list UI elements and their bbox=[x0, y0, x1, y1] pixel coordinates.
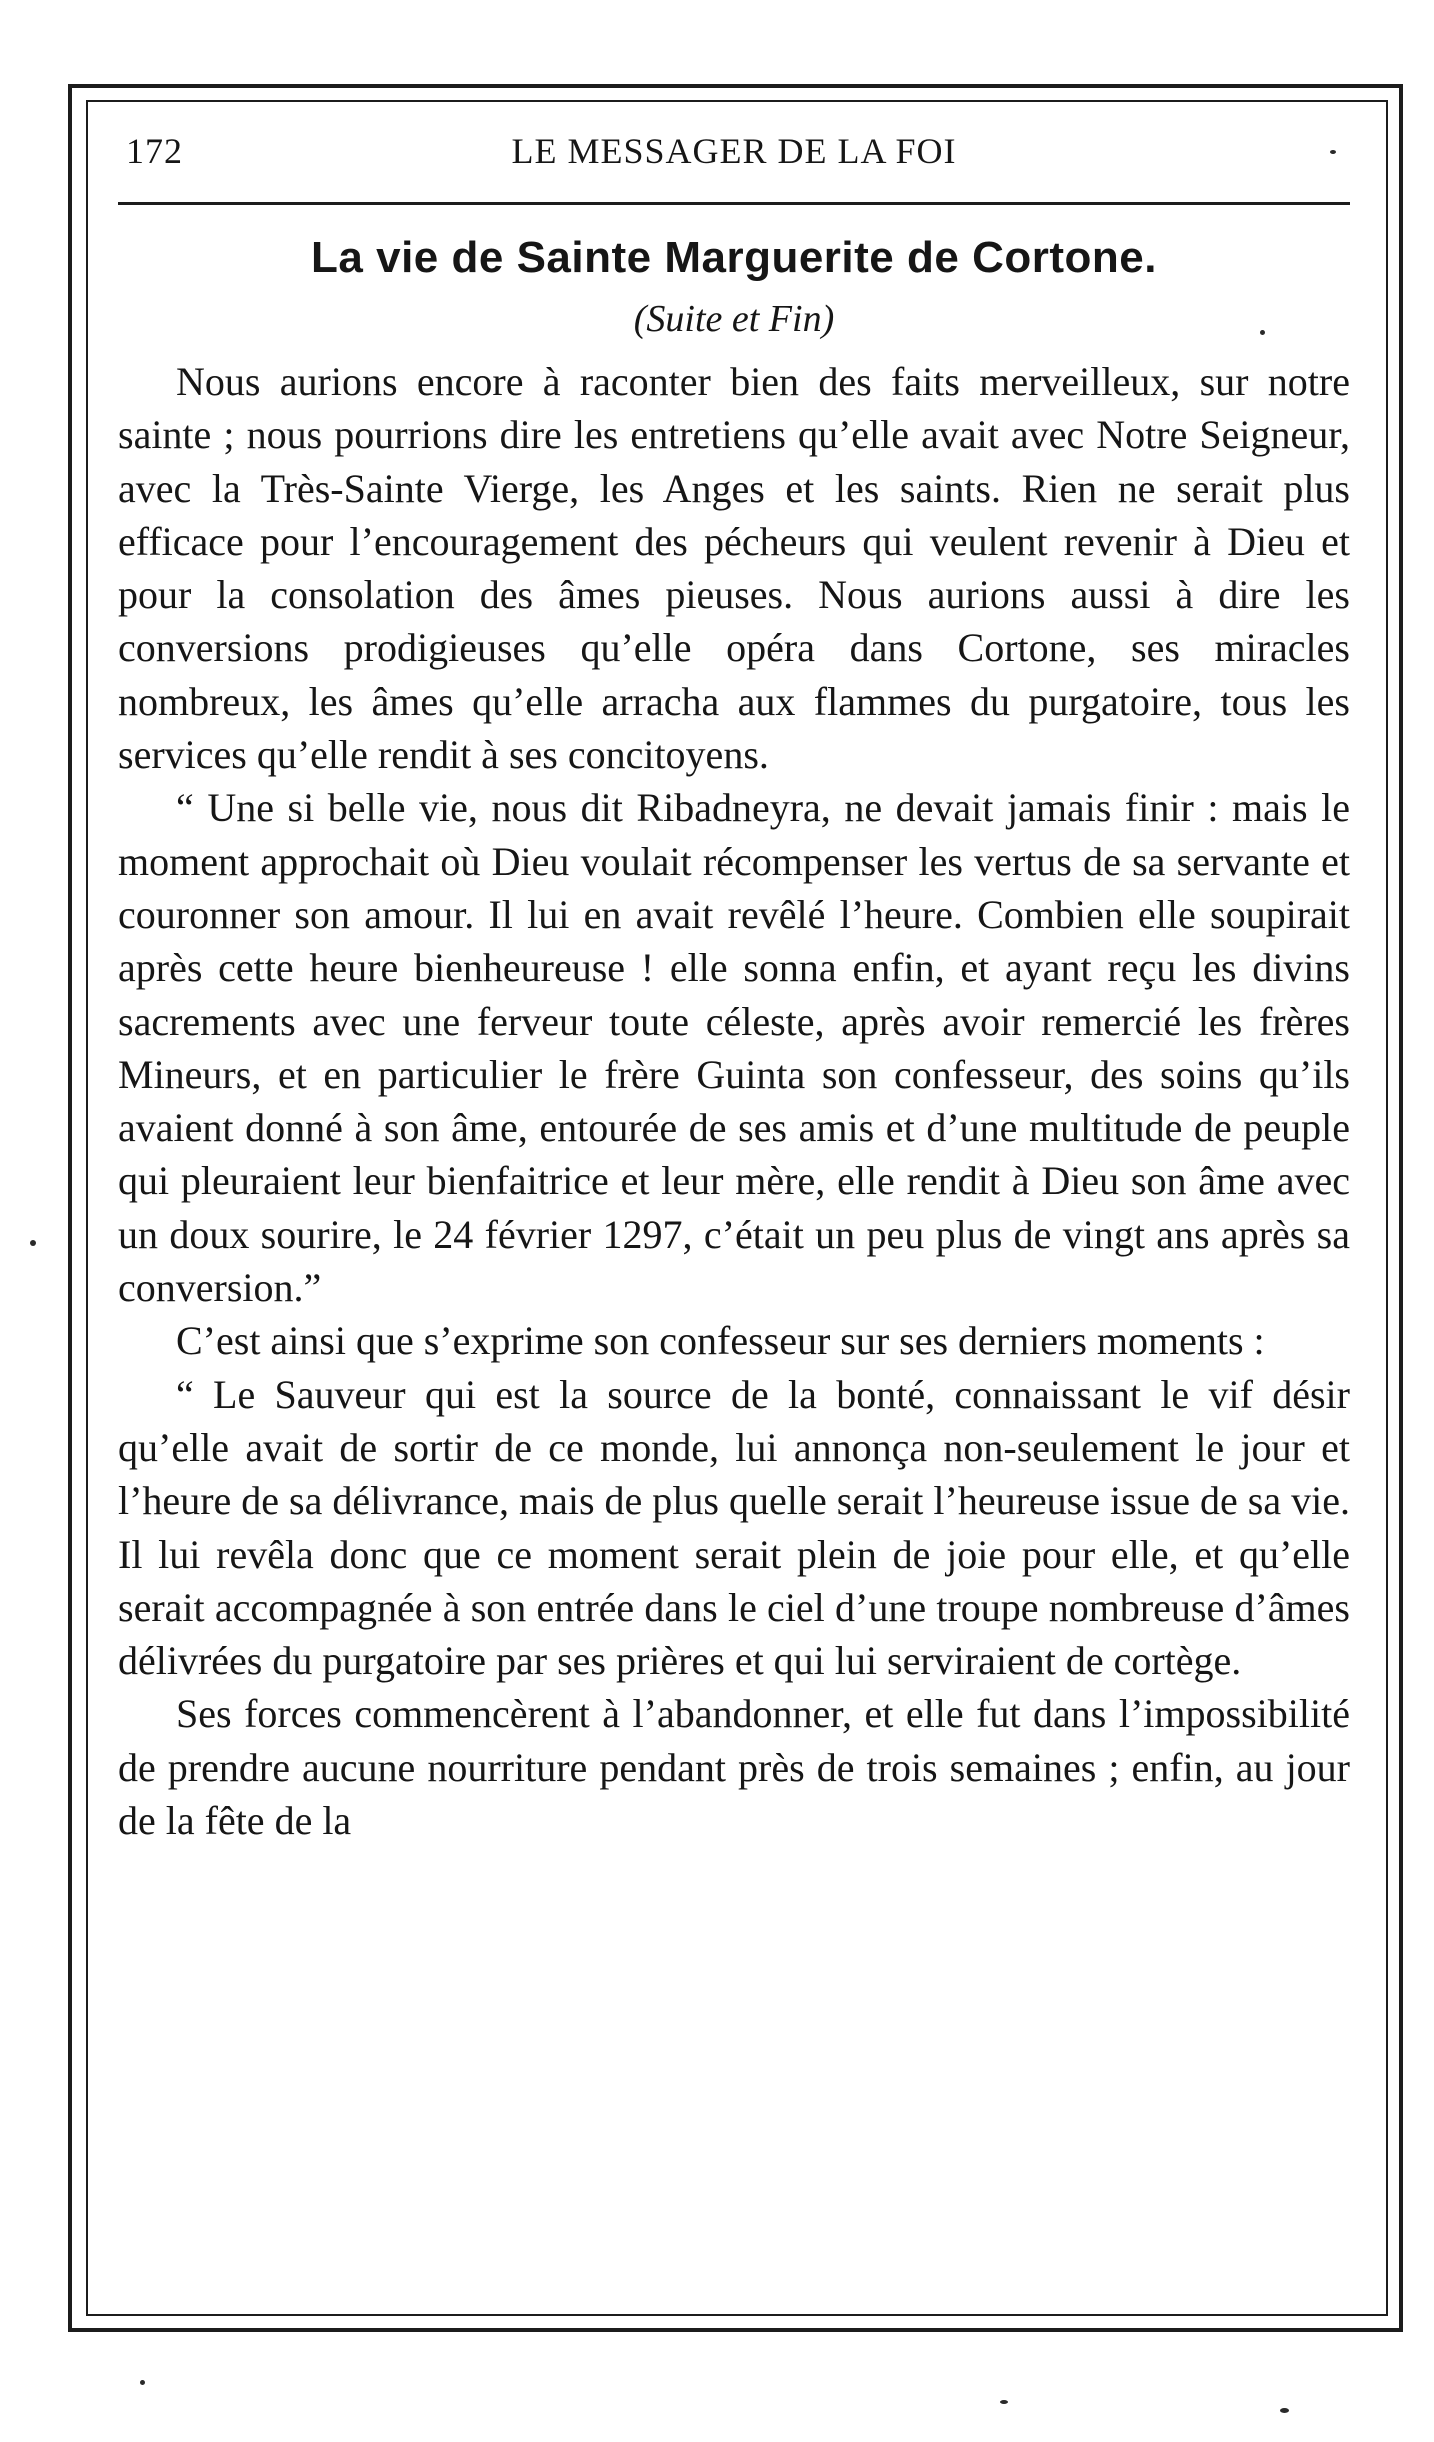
article-body bbox=[118, 355, 1350, 1847]
running-head bbox=[118, 118, 1350, 184]
paragraph: Nous aurions encore à raconter bien des faits merveilleux, sur notre sainte ; nous pourrions dire les entretiens qu’elle avait avec Notre Seigneur, avec la Très-Sainte Vierge, les Anges et les saints. Rien ne serait plus efficace pour l’encouragement des pécheurs qui veulent revenir à Dieu et pour la consolation des âmes pieuses. Nous aurions aussi à dire les conversions prodigieuses qu’elle opéra dans Cortone, ses miracles nombreux, les âmes qu’elle arracha aux flammes du purgatoire, tous les services qu’elle rendit à ses concitoyens. bbox=[118, 359, 1350, 778]
scan-speck bbox=[140, 2380, 145, 2385]
article-title: La vie de Sainte Marguerite de Cortone. bbox=[311, 233, 1157, 282]
article-subtitle: (Suite et Fin) bbox=[633, 298, 835, 340]
paragraph: “ Le Sauveur qui est la source de la bonté, connaissant le vif désir qu’elle avait de sortir de ce monde, lui annonça non-seulement le jour et l’heure de sa délivrance, mais de plus quelle serait l’heureuse issue de sa vie. Il lui revêla donc que ce moment serait plein de joie pour elle, et qu’elle serait accompagnée à son entrée dans le ciel d’une troupe nombreuse d’âmes délivrées du purgatoire par ses prières et qui lui serviraient de cortège. bbox=[118, 1371, 1350, 1684]
running-title: LE MESSAGER DE LA FOI bbox=[511, 131, 957, 171]
page-number: 172 bbox=[126, 131, 183, 171]
paragraph: “ Une si belle vie, nous dit Ribadneyra, ne devait jamais finir : mais le moment approchait où Dieu voulait récompenser les vertus de sa servante et couronner son amour. Il lui en avait revêlé l’heure. Combien elle soupirait après cette heure bienheureuse ! elle sonna enfin, et ayant reçu les divins sacrements avec une ferveur toute céleste, après avoir remercié les frères Mineurs, et en particulier le frère Guinta son confesseur, des soins qu’ils avaient donné à son âme, entourée de ses amis et d’une multitude de peuple qui pleuraient leur bienfaitrice et leur mère, elle rendit à Dieu son âme avec un doux sourire, le 24 février 1297, c’était un peu plus de vingt ans après sa conversion.” bbox=[118, 785, 1350, 1311]
scan-speck bbox=[1330, 150, 1336, 154]
scan-speck bbox=[1260, 330, 1265, 335]
scan-speck bbox=[1280, 2408, 1289, 2413]
scan-speck bbox=[30, 1240, 36, 1246]
paragraph: C’est ainsi que s’exprime son confesseur sur ses derniers moments : bbox=[176, 1318, 1265, 1364]
paragraph: Ses forces commencèrent à l’abandonner, et elle fut dans l’impossibilité de prendre aucune nourriture pendant près de trois semaines ; enfin, au jour de la fête de la bbox=[118, 1691, 1350, 1844]
header-rule bbox=[118, 202, 1350, 205]
page-content bbox=[118, 118, 1350, 2298]
scan-speck bbox=[1000, 2400, 1008, 2404]
